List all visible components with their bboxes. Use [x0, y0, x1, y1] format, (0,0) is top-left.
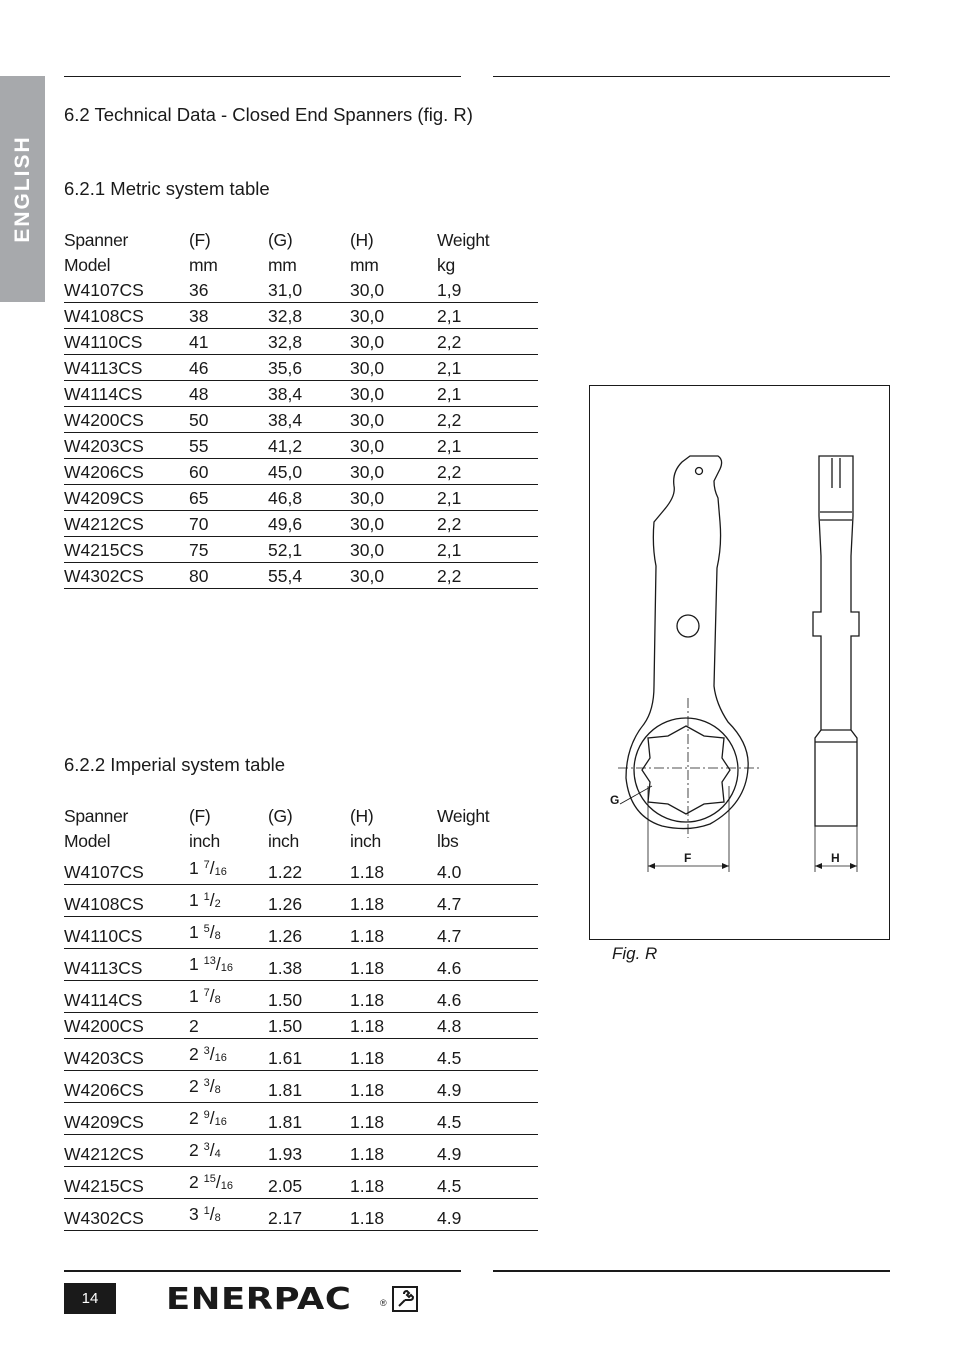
table-cell: 30,0: [350, 563, 437, 589]
table-cell: 30,0: [350, 303, 437, 329]
table-row: [64, 981, 538, 1013]
table-row: [64, 277, 538, 303]
table-cell: 65: [189, 485, 268, 511]
table-cell: 3 $^1/_8$: [189, 1199, 268, 1231]
table-cell: 30,0: [350, 433, 437, 459]
table-row: [64, 1013, 538, 1039]
table-cell: 1.18: [350, 1199, 437, 1231]
lanyard-hole: [696, 468, 703, 475]
table-cell: W4302CS: [64, 1199, 189, 1231]
table-cell: 35,6: [268, 355, 350, 381]
table-cell: 1.93: [268, 1135, 350, 1167]
table-cell: 1.18: [350, 885, 437, 917]
table-cell: 60: [189, 459, 268, 485]
strike-hole: [677, 615, 699, 637]
table-cell: W4215CS: [64, 1167, 189, 1199]
table-cell: 75: [189, 537, 268, 563]
table-cell: 2,2: [437, 511, 538, 537]
table-cell: W4212CS: [64, 511, 189, 537]
table-cell: 32,8: [268, 303, 350, 329]
header-cell: inch: [268, 831, 299, 851]
table-cell: 1.18: [350, 1013, 437, 1039]
table-cell: 46,8: [268, 485, 350, 511]
table-cell: 50: [189, 407, 268, 433]
table-cell: 31,0: [268, 277, 350, 303]
table-cell: W4108CS: [64, 885, 189, 917]
table-cell: 4.7: [437, 885, 538, 917]
hand-wrench-icon: [392, 1286, 418, 1312]
table-row: [64, 885, 538, 917]
table-header-row: [64, 803, 538, 828]
table-cell: W4110CS: [64, 917, 189, 949]
table-row: [64, 329, 538, 355]
table-cell: 30,0: [350, 329, 437, 355]
table-cell: 32,8: [268, 329, 350, 355]
table-cell: 1.81: [268, 1103, 350, 1135]
header-cell: Weight: [437, 806, 490, 826]
table-cell: W4200CS: [64, 1013, 189, 1039]
table-cell: 1.50: [268, 1013, 350, 1039]
table-cell: W4107CS: [64, 853, 189, 885]
table-cell: 2 $^3/_{16}$: [189, 1039, 268, 1071]
table-row: [64, 1199, 538, 1231]
h-arrow-right: [850, 863, 857, 869]
f-arrow-right: [722, 863, 729, 869]
table-cell: 2,2: [437, 329, 538, 355]
table-row: [64, 563, 538, 589]
table-cell: 2,2: [437, 407, 538, 433]
top-rule-left: [64, 76, 461, 77]
table-cell: 1.18: [350, 949, 437, 981]
table-cell: 2 $^9/_{16}$: [189, 1103, 268, 1135]
table-cell: 2,1: [437, 381, 538, 407]
metric-heading: 6.2.1 Metric system table: [64, 178, 270, 199]
logo-registered-mark: ®: [380, 1298, 387, 1308]
table-cell: 1.26: [268, 917, 350, 949]
table-cell: 55: [189, 433, 268, 459]
header-cell: Weight: [437, 230, 490, 250]
table-cell: W4108CS: [64, 303, 189, 329]
table-cell: 55,4: [268, 563, 350, 589]
table-cell: 4.6: [437, 981, 538, 1013]
table-row: [64, 1103, 538, 1135]
table-cell: 30,0: [350, 459, 437, 485]
header-cell: (H): [350, 230, 374, 250]
table-cell: 4.6: [437, 949, 538, 981]
table-cell: 30,0: [350, 537, 437, 563]
table-cell: 2.17: [268, 1199, 350, 1231]
table-row: [64, 407, 538, 433]
table-cell: 1.18: [350, 853, 437, 885]
table-cell: 36: [189, 277, 268, 303]
table-cell: 1,9: [437, 277, 538, 303]
table-row: [64, 303, 538, 329]
header-cell: (F): [189, 230, 211, 250]
table-cell: 1.38: [268, 949, 350, 981]
table-row: [64, 853, 538, 885]
table-cell: W4114CS: [64, 981, 189, 1013]
header-cell: mm: [189, 255, 218, 275]
table-row: [64, 355, 538, 381]
table-row: [64, 1135, 538, 1167]
metric-table: [64, 227, 538, 589]
h-arrow-left: [815, 863, 822, 869]
table-cell: 2 $^3/_8$: [189, 1071, 268, 1103]
figure-r: [589, 385, 890, 940]
g-leader-line: [620, 786, 652, 804]
table-cell: 80: [189, 563, 268, 589]
table-row: [64, 485, 538, 511]
table-cell: 30,0: [350, 407, 437, 433]
table-row: [64, 433, 538, 459]
table-cell: 38,4: [268, 407, 350, 433]
twelve-point-socket: [642, 726, 730, 814]
table-cell: W4113CS: [64, 355, 189, 381]
header-cell: Model: [64, 831, 111, 851]
table-cell: 1.18: [350, 1071, 437, 1103]
table-cell: 4.9: [437, 1135, 538, 1167]
table-cell: 4.5: [437, 1167, 538, 1199]
table-cell: 70: [189, 511, 268, 537]
table-row: [64, 1039, 538, 1071]
section-title: 6.2 Technical Data - Closed End Spanners (fig. R): [64, 104, 473, 125]
table-cell: 38,4: [268, 381, 350, 407]
table-header-row: [64, 252, 538, 277]
table-cell: 4.7: [437, 917, 538, 949]
table-cell: 1 $^7/_8$: [189, 981, 268, 1013]
table-row: [64, 1167, 538, 1199]
table-cell: 1.18: [350, 917, 437, 949]
header-cell: inch: [189, 831, 220, 851]
logo-wordmark: ENERPAC: [166, 1281, 352, 1317]
table-cell: 30,0: [350, 381, 437, 407]
table-cell: 1.18: [350, 1167, 437, 1199]
table-cell: 2,2: [437, 459, 538, 485]
table-cell: 41,2: [268, 433, 350, 459]
f-arrow-left: [648, 863, 655, 869]
table-cell: 1.18: [350, 981, 437, 1013]
spanner-ring-outer: [634, 718, 738, 822]
table-row: [64, 381, 538, 407]
table-cell: 48: [189, 381, 268, 407]
table-cell: 1.18: [350, 1103, 437, 1135]
table-cell: 2 $^{15}/_{16}$: [189, 1167, 268, 1199]
header-cell: (H): [350, 806, 374, 826]
table-cell: 4.9: [437, 1071, 538, 1103]
page-number: 14: [64, 1283, 116, 1314]
table-cell: W4206CS: [64, 1071, 189, 1103]
table-cell: 30,0: [350, 485, 437, 511]
table-cell: 4.5: [437, 1103, 538, 1135]
table-cell: W4212CS: [64, 1135, 189, 1167]
table-cell: 41: [189, 329, 268, 355]
label-g: G: [610, 793, 620, 807]
table-cell: 4.8: [437, 1013, 538, 1039]
table-row: [64, 917, 538, 949]
table-cell: 1 $^5/_8$: [189, 917, 268, 949]
table-row: [64, 537, 538, 563]
table-cell: 30,0: [350, 355, 437, 381]
top-rule-right: [493, 76, 890, 77]
table-cell: 2,1: [437, 303, 538, 329]
table-cell: W4209CS: [64, 1103, 189, 1135]
table-row: [64, 1071, 538, 1103]
header-cell: (G): [268, 806, 293, 826]
table-cell: 1.81: [268, 1071, 350, 1103]
table-cell: W4113CS: [64, 949, 189, 981]
header-cell: kg: [437, 255, 455, 275]
table-cell: 1.18: [350, 1039, 437, 1071]
table-cell: 1.18: [350, 1135, 437, 1167]
table-cell: 49,6: [268, 511, 350, 537]
table-cell: 38: [189, 303, 268, 329]
table-cell: 1 $^1/_2$: [189, 885, 268, 917]
table-cell: 4.0: [437, 853, 538, 885]
table-cell: 4.9: [437, 1199, 538, 1231]
table-cell: 1.22: [268, 853, 350, 885]
spanner-drawing: [590, 386, 889, 939]
table-cell: W4110CS: [64, 329, 189, 355]
table-cell: 46: [189, 355, 268, 381]
table-cell: 45,0: [268, 459, 350, 485]
table-cell: 2,1: [437, 433, 538, 459]
table-cell: 52,1: [268, 537, 350, 563]
table-cell: 2,1: [437, 537, 538, 563]
table-cell: 2.05: [268, 1167, 350, 1199]
header-cell: mm: [350, 255, 379, 275]
table-cell: W4302CS: [64, 563, 189, 589]
table-cell: W4209CS: [64, 485, 189, 511]
table-row: [64, 459, 538, 485]
table-cell: W4114CS: [64, 381, 189, 407]
figure-caption: Fig. R: [612, 944, 658, 963]
table-cell: W4200CS: [64, 407, 189, 433]
header-cell: inch: [350, 831, 381, 851]
bottom-rule-left: [64, 1270, 461, 1272]
table-cell: 2,2: [437, 563, 538, 589]
table-cell: W4203CS: [64, 433, 189, 459]
table-header-row: [64, 828, 538, 853]
table-cell: 1.26: [268, 885, 350, 917]
table-cell: W4107CS: [64, 277, 189, 303]
imperial-heading: 6.2.2 Imperial system table: [64, 754, 286, 775]
header-cell: Spanner: [64, 806, 129, 826]
table-cell: 2,1: [437, 485, 538, 511]
table-cell: 2 $^3/_4$: [189, 1135, 268, 1167]
table-cell: 2,1: [437, 355, 538, 381]
table-row: [64, 511, 538, 537]
header-cell: Spanner: [64, 230, 129, 250]
table-cell: 1.61: [268, 1039, 350, 1071]
table-cell: 30,0: [350, 511, 437, 537]
language-tab: [0, 76, 45, 302]
table-row: [64, 949, 538, 981]
header-cell: (G): [268, 230, 293, 250]
table-cell: W4215CS: [64, 537, 189, 563]
label-f: F: [684, 851, 692, 865]
table-cell: W4203CS: [64, 1039, 189, 1071]
table-cell: 1.50: [268, 981, 350, 1013]
table-cell: 30,0: [350, 277, 437, 303]
header-cell: mm: [268, 255, 297, 275]
table-cell: 1 $^{13}/_{16}$: [189, 949, 268, 981]
label-h: H: [831, 851, 840, 865]
bottom-rule-right: [493, 1270, 890, 1272]
header-cell: (F): [189, 806, 211, 826]
header-cell: Model: [64, 255, 111, 275]
table-cell: W4206CS: [64, 459, 189, 485]
table-cell: 1 $^7/_{16}$: [189, 853, 268, 885]
header-cell: lbs: [437, 831, 459, 851]
language-tab-label: ENGLISH: [10, 135, 34, 243]
table-cell: 2: [189, 1013, 268, 1039]
imperial-table: [64, 803, 538, 1231]
enerpac-logo: [166, 1281, 387, 1317]
table-header-row: [64, 227, 538, 252]
table-cell: 4.5: [437, 1039, 538, 1071]
